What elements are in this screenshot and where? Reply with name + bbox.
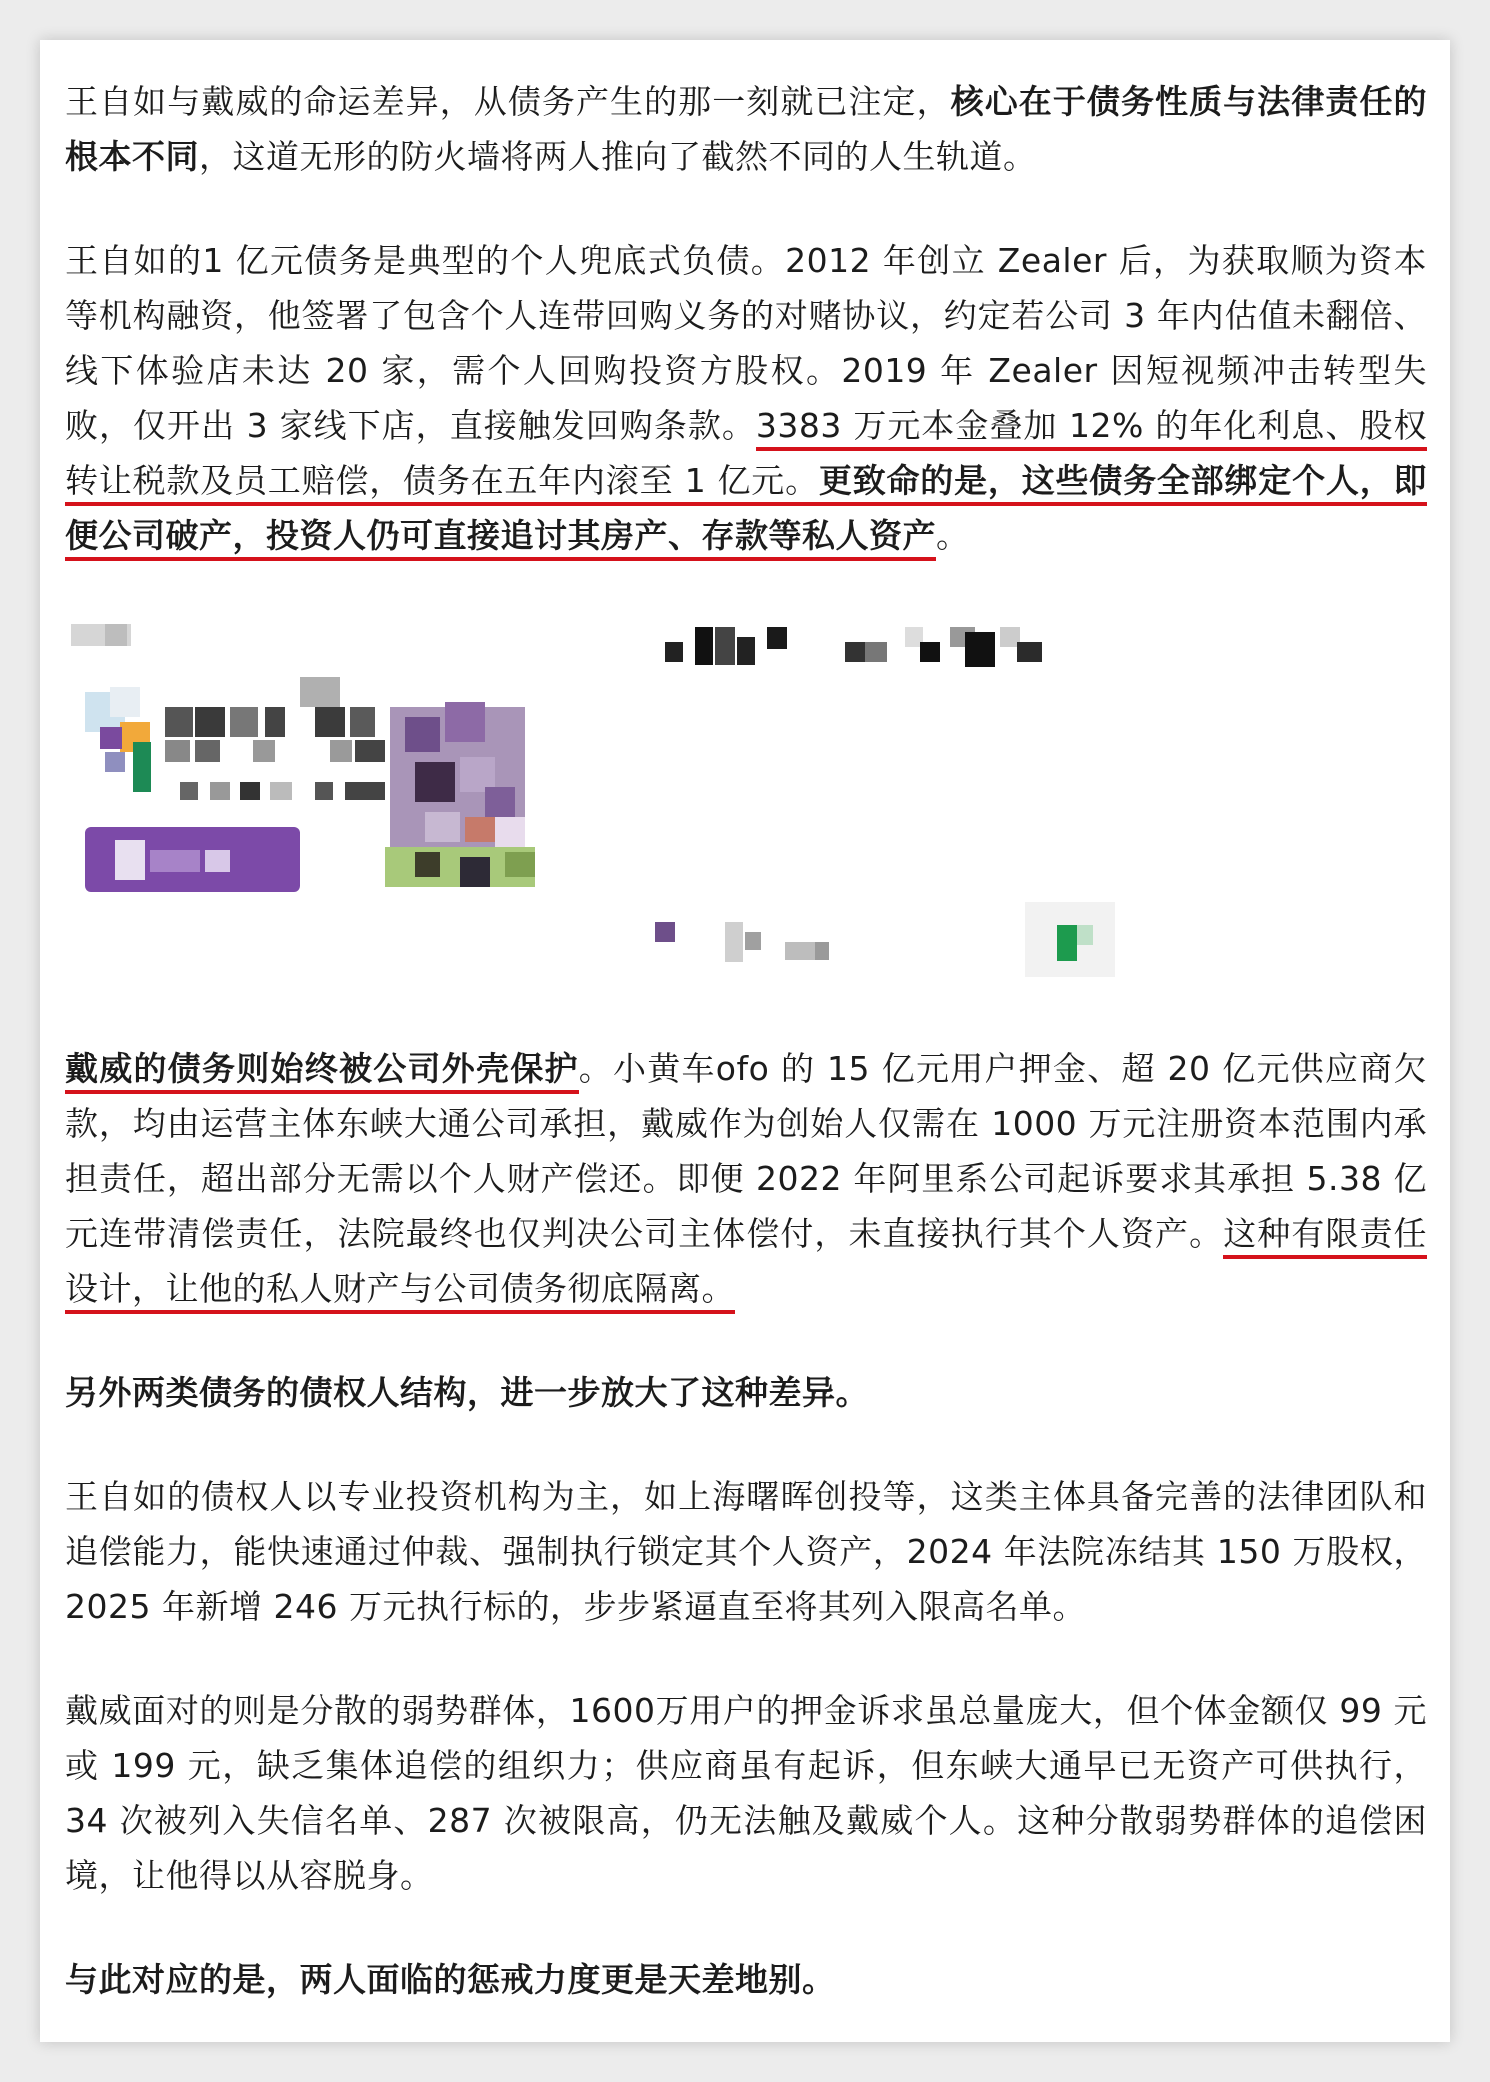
paragraph-wang-debt [65,233,1427,563]
underlined-limited-liability: 这种有限责任设计，让他的私人财产与公司债务彻底隔离。 [65,1214,1427,1314]
dai-debt-text: 。小黄车ofo 的 15 亿元用户押金、超 20 亿元供应商欠款，均由运营主体东峡大通公司承担，戴威作为创始人仅需在 1000 万元注册资本范围内承担责任，超出部分无需以个人财产偿还。即便 2022 年阿里系公司起诉要求其承担 5.38 亿元连带清偿责任，法院最终也仅判决公司主体偿付，未直接执行其个人资产。 [65,1049,1427,1253]
article-content [65,74,1427,2056]
punishment-heading: 与此对应的是，两人面临的惩戒力度更是天差地别。 [65,1960,836,1999]
blurred-screenshot-image [65,612,1427,1012]
wang-creditors-text: 王自如的债权人以专业投资机构为主，如上海曙晖创投等，这类主体具备完善的法律团队和追偿能力，能快速通过仲裁、强制执行锁定其个人资产，2024 年法院冻结其 150 万股权，2025 年新增 246 万元执行标的，步步紧逼直至将其列入限高名单。 [65,1477,1427,1626]
dai-creditors-text: 戴威面对的则是分散的弱势群体，1600万用户的押金诉求虽总量庞大，但个体金额仅 99 元或 199 元，缺乏集体追偿的组织力；供应商虽有起诉，但东峡大通早已无资产可供执行，34 次被列入失信名单、287 次被限高，仍无法触及戴威个人。这种分散弱势群体的追偿困境，让他得以从容脱身。 [65,1691,1427,1895]
blurred-image-right [785,612,1427,1012]
creditor-structure-heading: 另外两类债务的债权人结构，进一步放大了这种差异。 [65,1373,869,1412]
wang-debt-end: 。 [936,516,970,555]
intro-bold-text: 核心在于债务性质与法律责任的根本不同 [65,82,1428,176]
paragraph-punishment [65,1952,1427,2007]
article-card [40,40,1450,2042]
intro-text-2: ，这道无形的防火墙将两人推向了截然不同的人生轨道。 [199,137,1037,176]
wang-debt-text: 王自如的1 亿元债务是典型的个人兜底式负债。2012 年创立 Zealer 后，为获取顺为资本等机构融资，他签署了包含个人连带回购义务的对赌协议，约定若公司 3 年内估值未翻倍、线下体验店未达 20 家，需个人回购投资方股权。2019 年 Zealer 因短视频冲击转型失败，仅开出 3 家线下店，直接触发回购条款。 [65,241,1427,445]
paragraph-creditor-structure [65,1365,1427,1420]
paragraph-dai-creditors [65,1683,1427,1903]
paragraph-dai-debt [65,1041,1427,1316]
intro-text-1: 王自如与戴威的命运差异，从债务产生的那一刻就已注定， [65,82,951,121]
underlined-bold-company-shield: 戴威的债务则始终被公司外壳保护 [65,1049,579,1094]
paragraph-intro [65,74,1427,184]
underlined-debt-amount: 3383 万元本金叠加 12% 的年化利息、股权转让税款及员工赔偿，债务在五年内滚至 1 亿元。 [65,406,1427,506]
underlined-bold-personal-liability: 更致命的是，这些债务全部绑定个人，即便公司破产，投资人仍可直接追讨其房产、存款等私人资产 [65,461,1427,561]
paragraph-wang-creditors [65,1469,1427,1634]
blurred-image-left [65,612,735,1012]
